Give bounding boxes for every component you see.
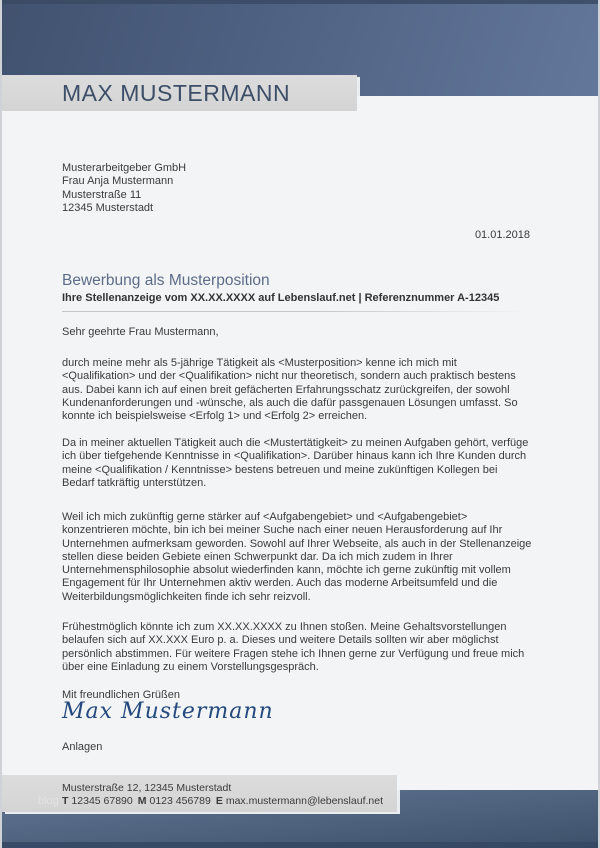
mobile-label: M <box>137 795 147 807</box>
body-paragraph-1: durch meine mehr als 5-jährige Tätigkeit als <Musterposition> kenne ich mich mit <Qualifikation> und der <Qualifikation> nicht nur theoretisch, sondern auch praktisch bestens aus. Dabei kann ich auf einen breit gefächerten Erfahrungsschatz zurückgreifen, der sowohl Kundenanforderungen und -wünsche, als auch die dafür passgenauen Lösungen umfasst. So konnte ich beispielsweise <Erfolg 1> und <Erfolg 2> erreichen. <box>62 357 518 423</box>
footer-address: Musterstraße 12, 12345 Musterstadt <box>62 782 232 794</box>
recipient-contact-person: Frau Anja Mustermann <box>62 175 174 188</box>
email-address: max.mustermann@lebenslauf.net <box>225 795 383 807</box>
watermark: blog <box>38 795 59 807</box>
body-paragraph-4: Frühestmöglich könnte ich zum XX.XX.XXXX zu Ihnen stoßen. Meine Gehaltsvorstellungen belaufen sich auf XX.XXX Euro p. a. Dieses und weitere Details sollten wir aber möglichst persönlich abstimmen. Für weitere Fragen stehe ich Ihnen gerne zur Verfügung und freue mich über eine Einladung zu einem Vorstellungsgespräch. <box>62 621 525 673</box>
subject-reference-line: Ihre Stellenanzeige vom XX.XX.XXXX auf Lebenslauf.net | Referenznummer A-12345 <box>62 292 500 304</box>
recipient-street: Musterstraße 11 <box>62 188 142 201</box>
closing-phrase: Mit freundlichen Grüßen <box>62 689 180 701</box>
letter-date: 01.01.2018 <box>474 229 530 241</box>
body-paragraph-2: Da in meiner aktuellen Tätigkeit auch die <Mustertätigkeit> zu meinen Aufgaben gehört, verfüge ich über tiefgehende Kenntnisse in <Qualifikation>. Darüber hinaus kann ich Ihre Kunden durch meine <Qualifikation / Kenntnisse> bestens betreuen und meine zukünftigen Kollegen bei Bedarf tatkräftig unterstützen. <box>62 437 529 489</box>
body-paragraph-3: Weil ich mich zukünftig gerne stärker auf <Aufgabengebiet> und <Aufgabengebiet> konzentrieren möchte, bin ich bei meiner Suche nach einer neuen Herausforderung auf Ihr Unternehmen aufmerksam geworden. Sowohl auf Ihrer Webseite, als auch in der Stellenanzeige stellen diese beiden Gebiete einen Schwerpunkt dar. Da ich mich zudem in Ihrer Unternehmensphilosophie absolut wiederfinden kann, möchte ich gerne zukünftig mit vollem Engagement für Ihr Unternehmen aktiv werden. Auch das moderne Arbeitsumfeld und die Weiterbildungsmöglichkeiten finde ich sehr reizvoll. <box>62 511 532 603</box>
subject-divider <box>62 311 529 312</box>
mobile-number: 0123 456789 <box>149 795 211 807</box>
email-label: E <box>215 795 223 807</box>
footer-banner-bottom-strip <box>2 842 598 848</box>
enclosures-label: Anlagen <box>62 741 103 753</box>
phone-label: T <box>62 795 69 807</box>
salutation: Sehr geehrte Frau Mustermann, <box>62 326 219 338</box>
recipient-company: Musterarbeitgeber GmbH <box>62 162 187 174</box>
recipient-address-block <box>62 162 186 215</box>
sender-name: MAX MUSTERMANN <box>62 79 291 106</box>
footer-contacts <box>62 795 397 808</box>
subject-title: Bewerbung als Musterposition <box>62 272 270 289</box>
header-banner-top-strip <box>2 0 598 4</box>
subject-block <box>62 272 530 312</box>
recipient-city: 12345 Musterstadt <box>62 201 154 214</box>
name-header-bar <box>2 75 357 111</box>
footer-contact-bar <box>2 775 397 812</box>
phone-number: 12345 67890 <box>71 795 133 807</box>
signature: Max Mustermann <box>62 699 274 724</box>
